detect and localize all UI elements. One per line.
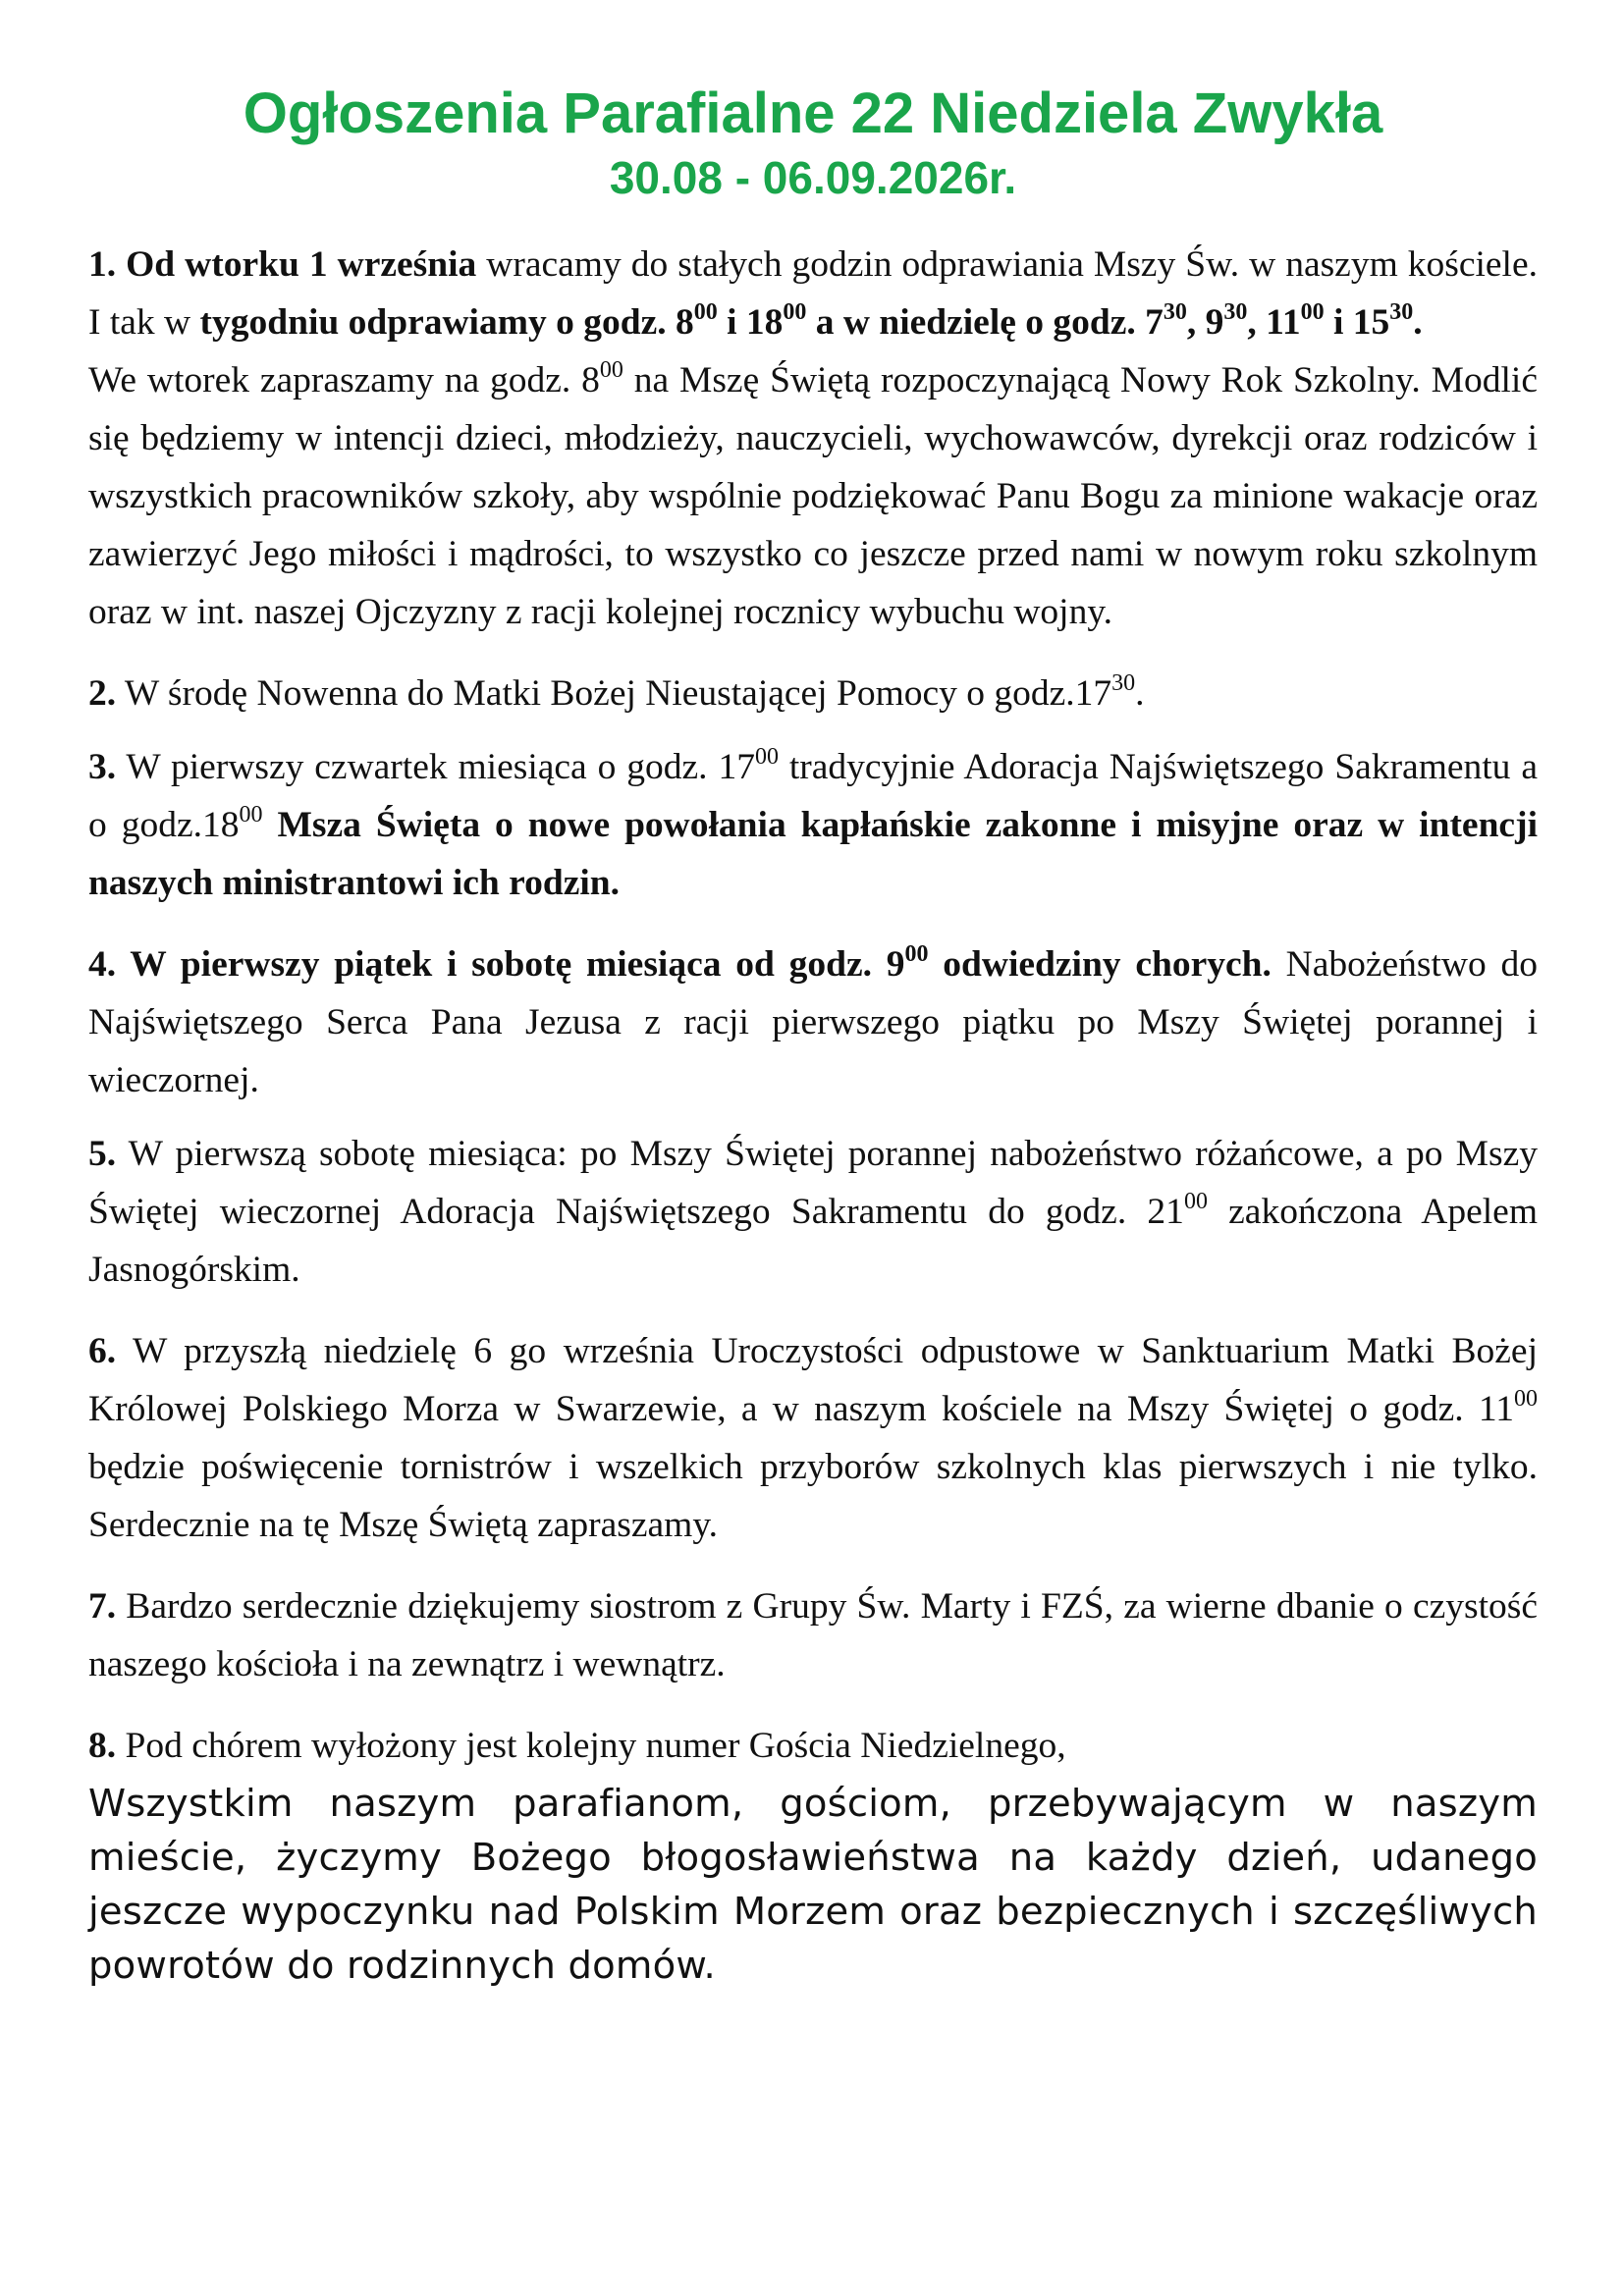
text: We wtorek zapraszamy na godz. 8 <box>88 360 600 400</box>
superscript: 30 <box>1163 298 1187 325</box>
announcement-item-2 <box>88 665 1538 722</box>
superscript: 00 <box>239 801 263 828</box>
item-number: 8. <box>88 1726 117 1766</box>
text: zakończona Apelem Jasnogórskim. <box>88 1192 1538 1290</box>
bold-text: Msza Święta o nowe powołania kapłańskie zakonne i misyjne oraz w intencji naszych ministrantowi ich rodzin. <box>88 805 1538 903</box>
bold-text: Od wtorku 1 września <box>126 244 477 285</box>
text: na Mszę Świętą rozpoczynającą Nowy Rok Szkolny. Modlić się będziemy w intencji dzieci, młodzieży, nauczycieli, wychowawców, dyrekcji oraz rodziców i wszystkich pracowników szkoły, aby wspólnie podziękować Panu Bogu za minione wakacje oraz zawierzyć Jego miłości i mądrości, to wszystko co jeszcze przed nami w nowym roku szkolnym oraz w int. naszej Ojczyzny z racji kolejnej rocznicy wybuchu wojny. <box>88 360 1538 632</box>
bold-text: , 9 <box>1186 302 1224 343</box>
bold-text: a w niedzielę o godz. 7 <box>806 302 1164 343</box>
bold-text: , 11 <box>1247 302 1301 343</box>
bold-text: . <box>1413 302 1423 343</box>
item-number: 3. <box>88 747 117 787</box>
superscript: 00 <box>1300 298 1325 325</box>
text: będzie poświęcenie tornistrów i wszelkich przyborów szkolnych klas pierwszych i nie tylko. Serdecznie na tę Mszę Świętą zapraszamy. <box>88 1447 1538 1545</box>
text: tradycyjnie Adoracja Najświętszego Sakramentu a o godz.18 <box>88 747 1538 845</box>
superscript: 00 <box>1183 1188 1208 1214</box>
announcement-item-3 <box>88 738 1538 912</box>
superscript: 00 <box>1514 1385 1538 1412</box>
bold-text: i 18 <box>717 302 784 343</box>
announcement-item-1 <box>88 236 1538 641</box>
announcement-1-paragraph-2 <box>88 351 1538 641</box>
item-number: 5. <box>88 1134 117 1174</box>
text: Pod chórem wyłożony jest kolejny numer Gościa Niedzielnego, <box>116 1726 1066 1766</box>
announcement-item-7 <box>88 1577 1538 1693</box>
item-number: 7. <box>88 1586 117 1627</box>
item-number: 6. <box>88 1331 117 1371</box>
announcements-page <box>88 79 1538 1993</box>
bold-text: . W pierwszy piątek i sobotę miesiąca od godz. 9 <box>106 944 905 985</box>
superscript: 30 <box>1223 298 1248 325</box>
text: W pierwszy czwartek miesiąca o godz. 17 <box>116 747 755 787</box>
bold-text: odwiedziny chorych. <box>928 944 1272 985</box>
superscript: 00 <box>599 356 623 383</box>
text: wracamy do stałych godzin odprawiania Mszy Św. w naszym kościele. I tak w <box>88 244 1538 343</box>
superscript: 00 <box>693 298 718 325</box>
item-number: 2. <box>88 673 117 714</box>
bold-text: tygodniu odprawiamy o godz. 8 <box>199 302 694 343</box>
announcement-item-5 <box>88 1125 1538 1299</box>
superscript: 30 <box>1389 298 1414 325</box>
text: W przyszłą niedzielę 6 go września Uroczystości odpustowe w Sanktuarium Matki Bożej Królowej Polskiego Morza w Swarzewie, a w naszym kościele na Mszy Świętej o godz. 11 <box>88 1331 1538 1429</box>
superscript: 30 <box>1111 669 1136 696</box>
superscript: 00 <box>754 743 779 770</box>
announcement-item-4 <box>88 935 1538 1109</box>
text: W pierwszą sobotę miesiąca: po Mszy Świętej porannej nabożeństwo różańcowe, a po Mszy Świętej wieczornej Adoracja Najświętszego Sakramentu do godz. 21 <box>88 1134 1538 1232</box>
text: Bardzo serdecznie dziękujemy siostrom z Grupy Św. Marty i FZŚ, za wierne dbanie o czystość naszego kościoła i na zewnątrz i wewnątrz. <box>88 1586 1538 1684</box>
text: Nabożeństwo do Najświętszego Serca Pana Jezusa z racji pierwszego piątku po Mszy Świętej porannej i wieczornej. <box>88 944 1539 1100</box>
bold-text: i 15 <box>1324 302 1390 343</box>
announcement-1-paragraph-1 <box>88 236 1538 351</box>
announcement-item-6 <box>88 1322 1538 1554</box>
item-number: 4 <box>88 944 107 985</box>
announcement-item-8 <box>88 1717 1538 1775</box>
date-range: 30.08 - 06.09.2026r. <box>609 152 1017 203</box>
page-title: Ogłoszenia Parafialne 22 Niedziela Zwykła <box>243 81 1383 145</box>
header <box>88 79 1538 206</box>
text: . <box>1135 673 1145 714</box>
closing-wishes: Wszystkim naszym parafianom, gościom, przebywającym w naszym mieście, życzymy Bożego błogosławieństwa na każdy dzień, udanego jeszcze wypoczynku nad Polskim Morzem oraz bezpiecznych i szczęśliwych powrotów do rodzinnych domów. <box>88 1782 1538 1988</box>
text: W środę Nowenna do Matki Bożej Nieustającej Pomocy o godz.17 <box>116 673 1112 714</box>
superscript: 00 <box>904 940 929 967</box>
item-number: 1. <box>88 244 117 285</box>
superscript: 00 <box>783 298 807 325</box>
